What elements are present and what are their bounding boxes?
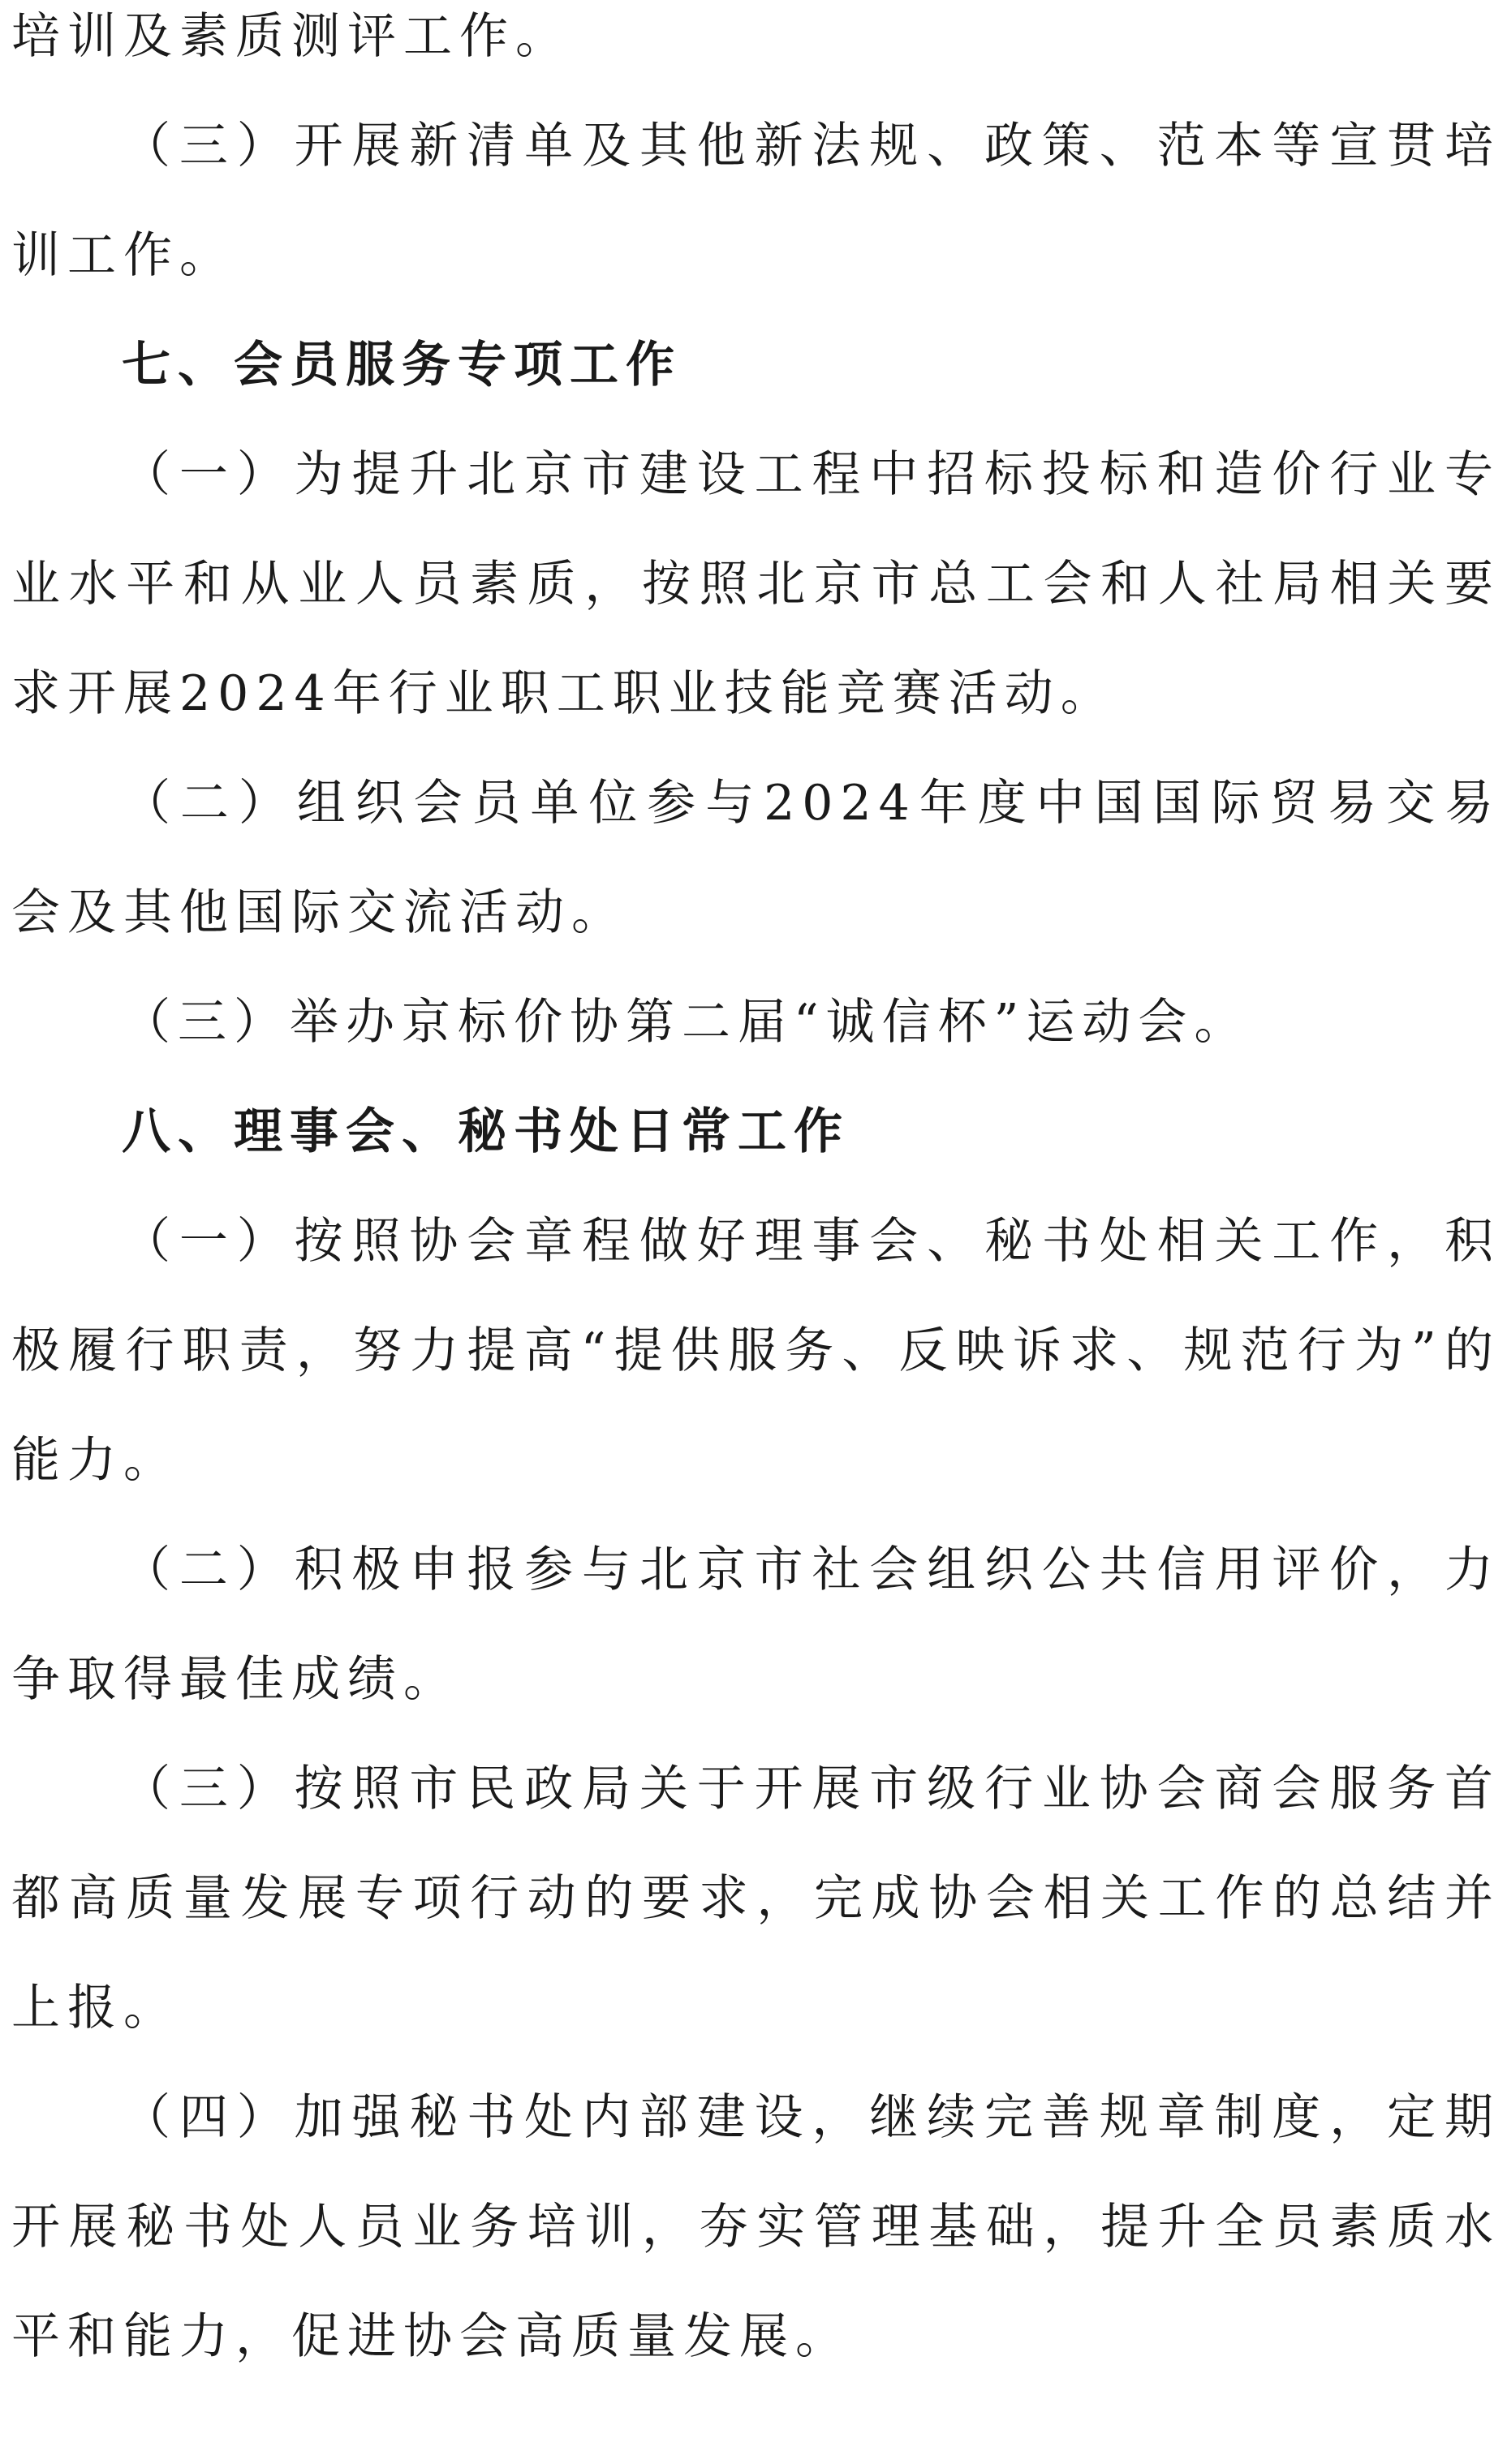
section-heading-8: 八、理事会、秘书处日常工作 bbox=[122, 1103, 850, 1160]
section-heading-7: 七、会员服务专项工作 bbox=[122, 337, 682, 393]
paragraph-item-3c: （三）按照市民政局关于开展市级行业协会商会服务首都高质量发展专项行动的要求，完成协会相关工作的总结并上报。 bbox=[11, 1761, 1501, 2036]
paragraph-item-4: （四）加强秘书处内部建设，继续完善规章制度，定期开展秘书处人员业务培训，夯实管理基础，提升全员素质水平和能力，促进协会高质量发展。 bbox=[11, 2089, 1501, 2365]
paragraph-item-3b: （三）举办京标价协第二届“诚信杯”运动会。 bbox=[122, 994, 1251, 1051]
paragraph-item-1b: （一）按照协会章程做好理事会、秘书处相关工作，积极履行职责，努力提高“提供服务、反映诉求、规范行为”的能力。 bbox=[11, 1213, 1501, 1489]
paragraph-item-2b: （二）积极申报参与北京市社会组织公共信用评价，力争取得最佳成绩。 bbox=[11, 1542, 1501, 1708]
paragraph-item-1: （一）为提升北京市建设工程中招标投标和造价行业专业水平和从业人员素质，按照北京市总工会和人社局相关要求开展2024年行业职工职业技能竞赛活动。 bbox=[11, 446, 1501, 722]
paragraph-continuation: 培训及素质测评工作。 bbox=[11, 8, 571, 65]
paragraph-item-3: （三）开展新清单及其他新法规、政策、范本等宣贯培训工作。 bbox=[11, 118, 1501, 284]
paragraph-item-2: （二）组织会员单位参与2024年度中国国际贸易交易会及其他国际交流活动。 bbox=[11, 775, 1501, 941]
